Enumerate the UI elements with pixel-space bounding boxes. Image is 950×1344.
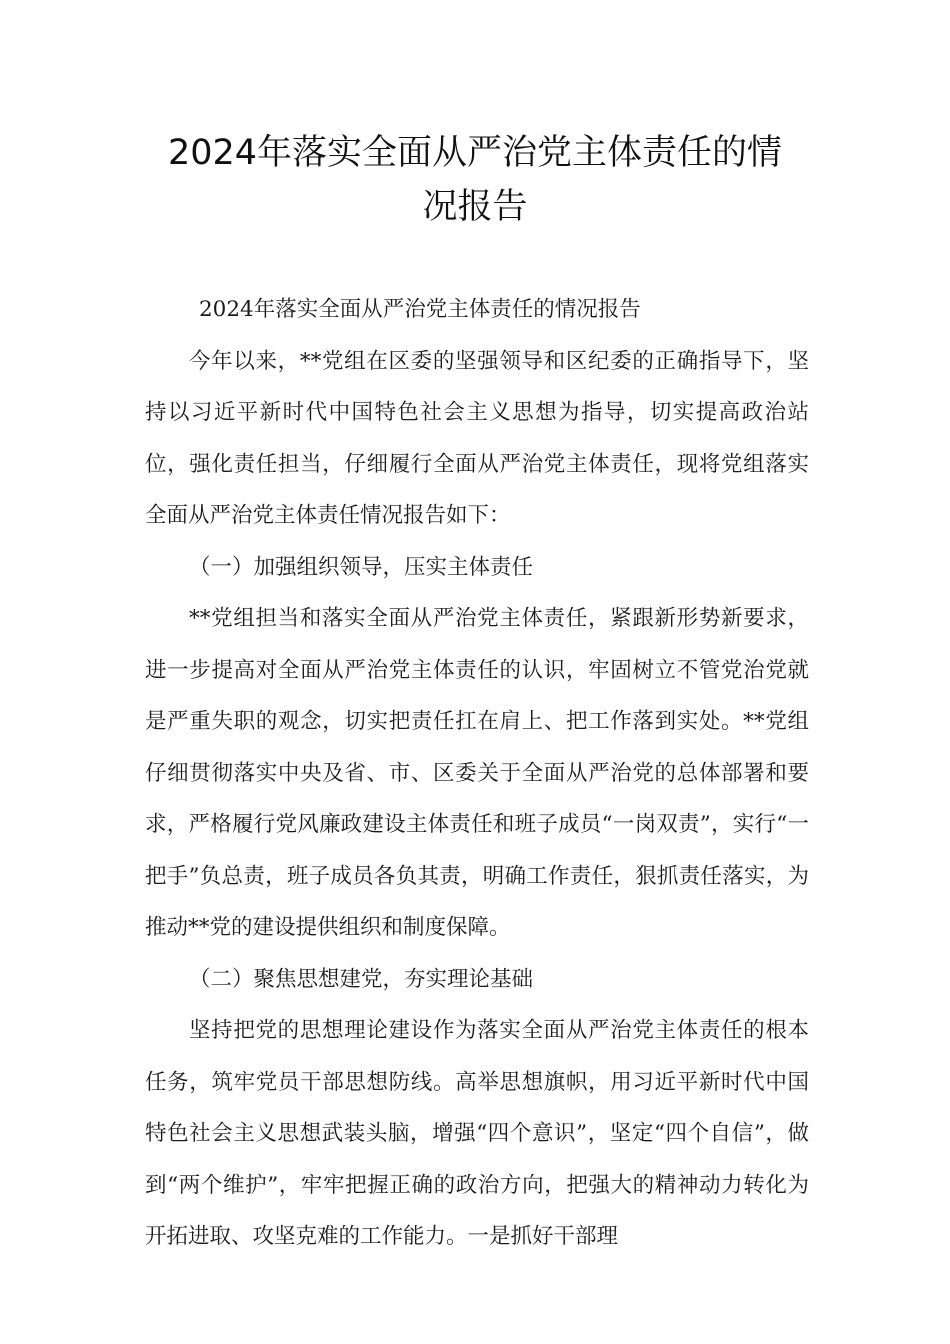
title-line-2: 况报告 <box>422 187 528 227</box>
paragraph-section-1: **党组担当和落实全面从严治党主体责任，紧跟新形势新要求，进一步提高对全面从严治党主体责任的认识，牢固树立不管党治党就是严重失职的观念，切实把责任扛在肩上、把工作落到实处。**党组仔细贯彻落实中央及省、市、区委关于全面从严治党的总体部署和要求，严格履行党风廉政建设主体责任和班子成员“一岗双责”，实行“一把手”负总责，班子成员各负其责，明确工作责任，狠抓责任落实，为推动**党的建设提供组织和制度保障。 <box>145 606 809 940</box>
title-line-1: 2024年落实全面从严治党主体责任的情 <box>167 133 783 173</box>
document-body <box>145 284 809 1263</box>
paragraph-section-2: 坚持把党的思想理论建设作为落实全面从严治党主体责任的根本任务，筑牢党员干部思想防线。高举思想旗帜，用习近平新时代中国特色社会主义思想武装头脑，增强“四个意识”，坚定“四个自信”，做到“两个维护”，牢牢把握正确的政治方向，把强大的精神动力转化为开拓进取、攻坚克难的工作能力。一是抓好干部理 <box>145 1018 810 1249</box>
document-subtitle: 2024年落实全面从严治党主体责任的情况报告 <box>199 297 641 322</box>
section-heading-2: （二）聚焦思想建党，夯实理论基础 <box>189 966 534 992</box>
document-title <box>0 126 950 234</box>
paragraph-intro: 今年以来，**党组在区委的坚强领导和区纪委的正确指导下，坚持以习近平新时代中国特色社会主义思想为指导，切实提高政治站位，强化责任担当，仔细履行全面从严治党主体责任，现将党组落实全面从严治党主体责任情况报告如下： <box>145 348 809 528</box>
section-heading-1: （一）加强组织领导，压实主体责任 <box>189 554 534 580</box>
